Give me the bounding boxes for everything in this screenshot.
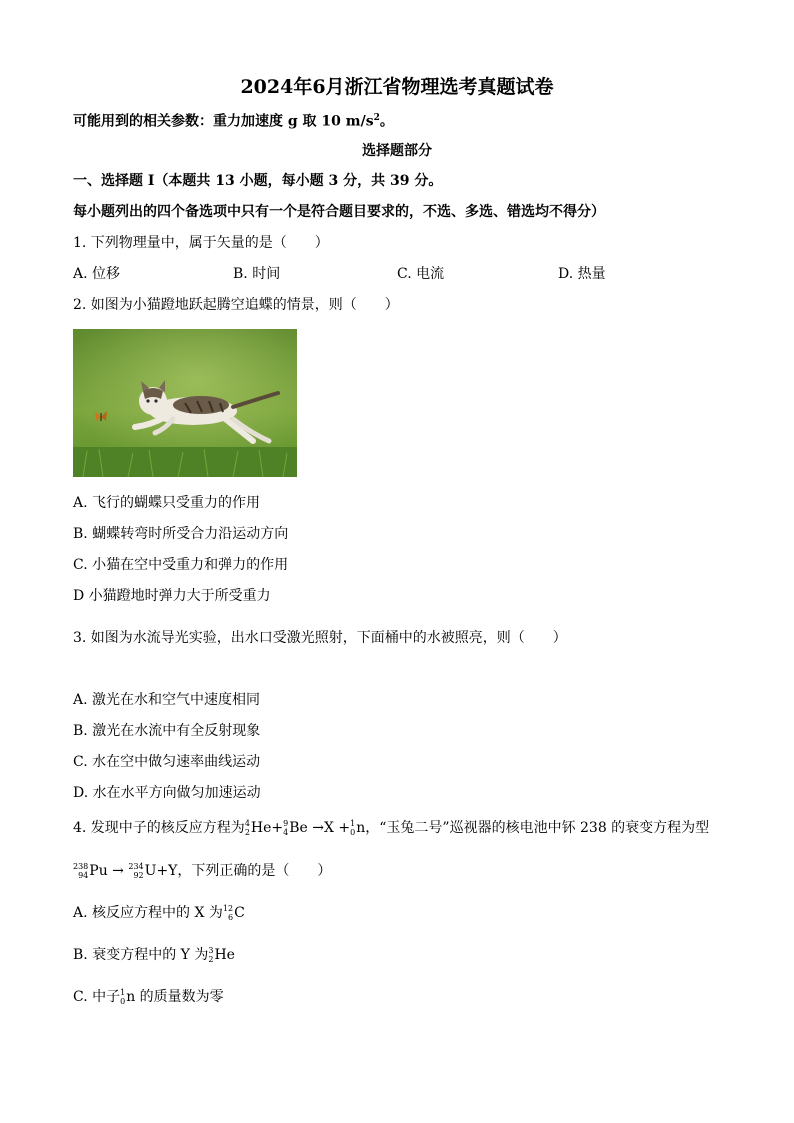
be-symbol: Be →X + — [289, 820, 351, 836]
q3-option-b: B. 激光在水流中有全反射现象 — [73, 723, 261, 739]
he-symbol: He+ — [250, 820, 284, 836]
q4-stem-continuation: n，“玉兔二号”巡视器的核电池中钚 238 的衰变方程为型 — [356, 820, 710, 836]
y-nuclide: 3 2 — [208, 946, 214, 964]
c-symbol: C — [234, 905, 245, 921]
he-nuclide: 4 2 — [244, 819, 250, 837]
q2-option-a: A. 飞行的蝴蝶只受重力的作用 — [73, 495, 261, 511]
q4-option-c-text: C. 中子 — [73, 989, 121, 1005]
q3-option-a: A. 激光在水和空气中速度相同 — [73, 692, 261, 708]
be-nuclide: 9 4 — [283, 819, 289, 837]
pu-symbol: Pu → — [89, 863, 124, 879]
q2-option-c: C. 小猫在空中受重力和弹力的作用 — [73, 557, 289, 573]
cat-butterfly-illustration — [73, 329, 297, 477]
question-2-stem: 2. 如图为小猫蹬地跃起腾空追蝶的情景，则（ ） — [73, 297, 399, 313]
y-symbol: He — [214, 947, 235, 963]
question-4-stem-line2 — [73, 862, 331, 880]
q4-stem-end: U+Y，下列正确的是（ ） — [144, 863, 332, 879]
question-3-stem: 3. 如图为水流导光实验，出水口受激光照射，下面桶中的水被照亮，则（ ） — [73, 630, 567, 646]
section-instructions: 每小题列出的四个备选项中只有一个是符合题目要求的，不选、多选、错选均不得分） — [73, 204, 605, 220]
c-nuclide: 12 6 — [222, 904, 234, 922]
q1-option-d: D. 热量 — [558, 266, 606, 282]
u-nuclide: 234 92 — [128, 862, 144, 880]
q4-option-a-text: A. 核反应方程中的 X 为 — [73, 905, 223, 921]
q3-option-c: C. 水在空中做匀速率曲线运动 — [73, 754, 261, 770]
q4-option-b-text: B. 衰变方程中的 Y 为 — [73, 947, 209, 963]
q4-option-a — [73, 904, 245, 922]
params-text: 可能用到的相关参数：重力加速度 g 取 10 m/s — [73, 113, 374, 130]
cat-butterfly-photo — [73, 329, 297, 477]
nc-nuclide: 1 0 — [120, 988, 126, 1006]
question-1-stem: 1. 下列物理量中，属于矢量的是（ ） — [73, 235, 329, 251]
q3-option-d: D. 水在水平方向做匀加速运动 — [73, 785, 261, 801]
q4-option-c — [73, 988, 224, 1006]
q1-option-a: A. 位移 — [73, 266, 121, 282]
q1-option-c: C. 电流 — [397, 266, 445, 282]
q4-option-c-end: n 的质量数为零 — [126, 989, 224, 1005]
pu-nuclide: 238 94 — [73, 862, 89, 880]
q4-option-b — [73, 946, 235, 964]
page-title: 2024年6月浙江省物理选考真题试卷 — [240, 76, 554, 98]
q1-option-b: B. 时间 — [233, 266, 281, 282]
q4-stem-text: 4. 发现中子的核反应方程为 — [73, 820, 245, 836]
section-heading: 一、选择题 I（本题共 13 小题，每小题 3 分，共 39 分。 — [73, 173, 443, 189]
params-sup: 2 — [373, 113, 380, 123]
part-heading: 选择题部分 — [362, 143, 432, 159]
q2-option-d: D 小猫蹬地时弹力大于所受重力 — [73, 588, 271, 604]
params-end: 。 — [379, 113, 394, 130]
params-line — [73, 109, 394, 131]
question-4-stem-line1 — [73, 819, 709, 837]
q2-option-b: B. 蝴蝶转弯时所受合力沿运动方向 — [73, 526, 289, 542]
n-nuclide: 1 0 — [350, 819, 356, 837]
